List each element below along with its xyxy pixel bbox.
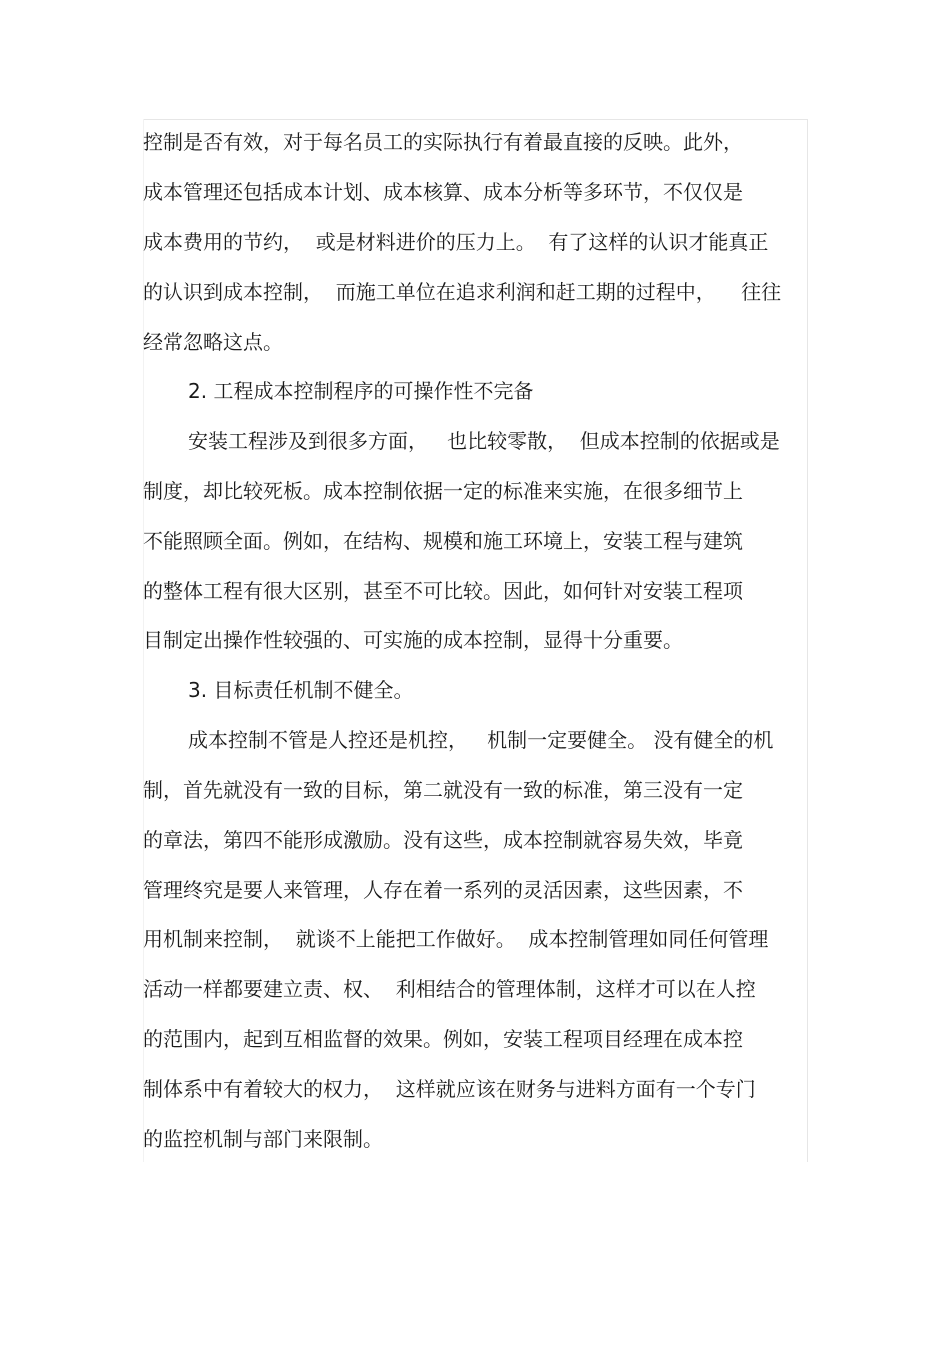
paragraph-line: 用机制来控制， 就谈不上能把工作做好。 成本控制管理如同任何管理 bbox=[143, 927, 769, 951]
paragraph-line: 成本费用的节约， 或是材料进价的压力上。 有了这样的认识才能真正 bbox=[143, 230, 769, 254]
paragraph-line: 成本管理还包括成本计划、成本核算、成本分析等多环节，不仅仅是 bbox=[143, 180, 743, 204]
paragraph-line: 的整体工程有很大区别，甚至不可比较。因此，如何针对安装工程项 bbox=[143, 579, 743, 603]
paragraph-line: 不能照顾全面。例如，在结构、规模和施工环境上，安装工程与建筑 bbox=[143, 529, 743, 553]
paragraph-line: 经常忽略这点。 bbox=[143, 330, 283, 354]
paragraph-line: 制，首先就没有一致的目标，第二就没有一致的标准，第三没有一定 bbox=[143, 778, 743, 802]
section-heading-2: 2. 工程成本控制程序的可操作性不完备 bbox=[188, 379, 534, 403]
section-heading-3: 3. 目标责任机制不健全。 bbox=[188, 678, 414, 702]
paragraph-line: 管理终究是要人来管理，人存在着一系列的灵活因素，这些因素，不 bbox=[143, 878, 743, 902]
page-frame-right-border bbox=[807, 119, 808, 1162]
page-frame-top-border bbox=[143, 119, 808, 120]
paragraph-line: 目制定出操作性较强的、可实施的成本控制，显得十分重要。 bbox=[143, 628, 683, 652]
paragraph-line: 的监控机制与部门来限制。 bbox=[143, 1127, 383, 1151]
paragraph-line: 的认识到成本控制， 而施工单位在追求利润和赶工期的过程中， 往往 bbox=[143, 280, 782, 304]
paragraph-line: 的章法，第四不能形成激励。没有这些，成本控制就容易失效，毕竟 bbox=[143, 828, 743, 852]
paragraph-line: 的范围内，起到互相监督的效果。例如，安装工程项目经理在成本控 bbox=[143, 1027, 743, 1051]
paragraph-line: 控制是否有效，对于每名员工的实际执行有着最直接的反映。此外， bbox=[143, 130, 743, 154]
paragraph-line: 活动一样都要建立责、权、 利相结合的管理体制，这样才可以在人控 bbox=[143, 977, 756, 1001]
paragraph-line: 制体系中有着较大的权力， 这样就应该在财务与进料方面有一个专门 bbox=[143, 1077, 756, 1101]
paragraph-line: 安装工程涉及到很多方面， 也比较零散， 但成本控制的依据或是 bbox=[188, 429, 780, 453]
paragraph-line: 制度，却比较死板。成本控制依据一定的标准来实施，在很多细节上 bbox=[143, 479, 743, 503]
paragraph-line: 成本控制不管是人控还是机控， 机制一定要健全。 没有健全的机 bbox=[188, 728, 774, 752]
